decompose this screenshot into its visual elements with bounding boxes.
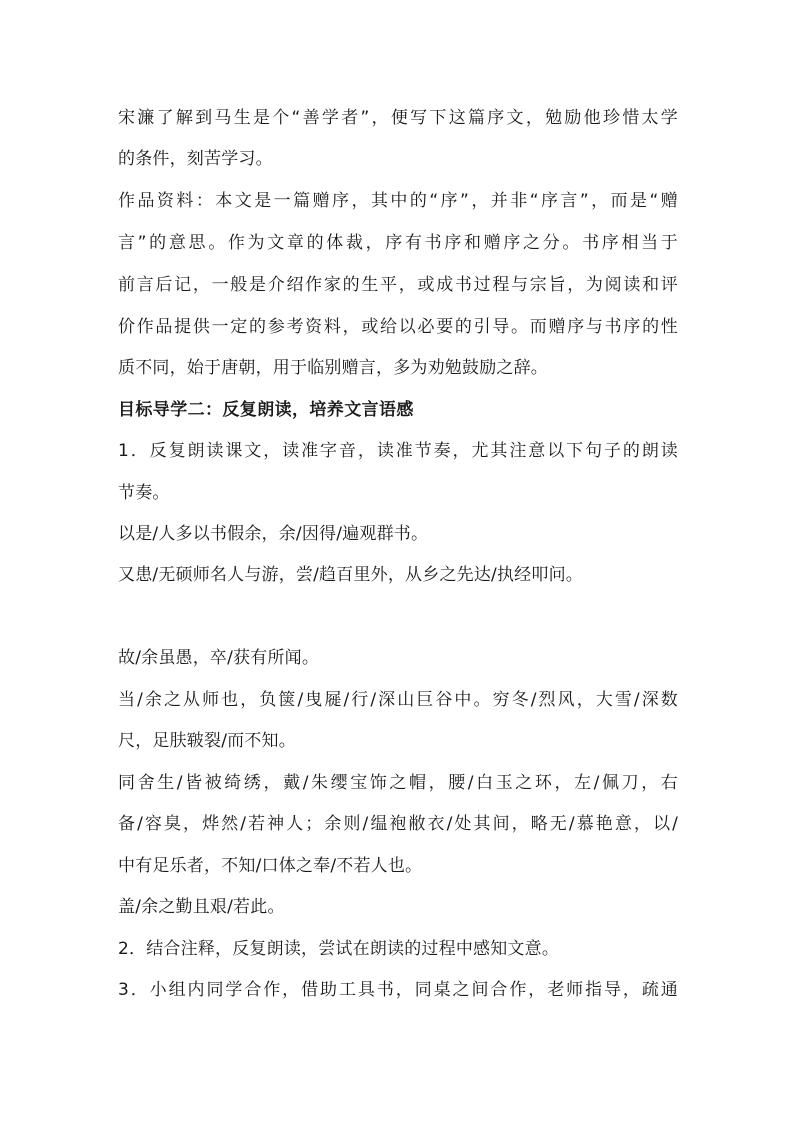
task2-line: 2．结合注释，反复朗读，尝试在朗读的过程中感知文意。 (118, 939, 560, 959)
rhythm-example-5-line-3: 中有足乐者，不知/口体之奉/不若人也。 (118, 856, 423, 876)
rhythm-example-5-line-2: 备/容臭，烨然/若神人；余则/缊袍敝衣/处其间，略无/慕艳意，以/ (118, 814, 678, 834)
task1-line-1: 1．反复朗读课文，读准字音，读准节奏，尤其注意以下句子的朗读 (118, 441, 678, 461)
background-line-3: 前言后记，一般是介绍作家的生平，或成书过程与宗旨，为阅读和评 (118, 275, 678, 295)
background-line-1: 作品资料：本文是一篇赠序，其中的“序”，并非“序言”，而是“赠 (118, 191, 678, 211)
rhythm-example-3: 故/余虽愚，卒/获有所闻。 (118, 648, 320, 668)
intro-line-2: 的条件，刻苦学习。 (118, 149, 273, 169)
background-line-2: 言”的意思。作为文章的体裁，序有书序和赠序之分。书序相当于 (118, 233, 678, 253)
rhythm-example-6: 盖/余之勤且艰/若此。 (118, 897, 285, 917)
intro-line-1: 宋濂了解到马生是个“善学者”，便写下这篇序文，勉励他珍惜太学 (118, 108, 678, 128)
task1-line-2: 节奏。 (118, 483, 170, 503)
rhythm-example-2: 又患/无硕师名人与游，尝/趋百里外，从乡之先达/执经叩问。 (118, 565, 583, 585)
rhythm-example-4-line-1: 当/余之从师也，负箧/曳屣/行/深山巨谷中。穷冬/烈风，大雪/深数 (118, 690, 678, 710)
task3-line: 3．小组内同学合作，借助工具书，同桌之间合作，老师指导，疏通 (118, 980, 678, 1000)
rhythm-example-5-line-1: 同舍生/皆被绮绣，戴/朱缨宝饰之帽，腰/白玉之环，左/佩刀，右 (118, 773, 678, 793)
background-line-4: 价作品提供一定的参考资料，或给以必要的引导。而赠序与书序的性 (118, 317, 678, 337)
section-heading: 目标导学二：反复朗读，培养文言语感 (118, 400, 414, 419)
background-line-5: 质不同，始于唐朝，用于临别赠言，多为劝勉鼓励之辞。 (118, 358, 548, 378)
rhythm-example-4-line-2: 尺，足肤皲裂/而不知。 (118, 731, 296, 751)
rhythm-example-1: 以是/人多以书假余，余/因得/遍观群书。 (118, 524, 429, 544)
